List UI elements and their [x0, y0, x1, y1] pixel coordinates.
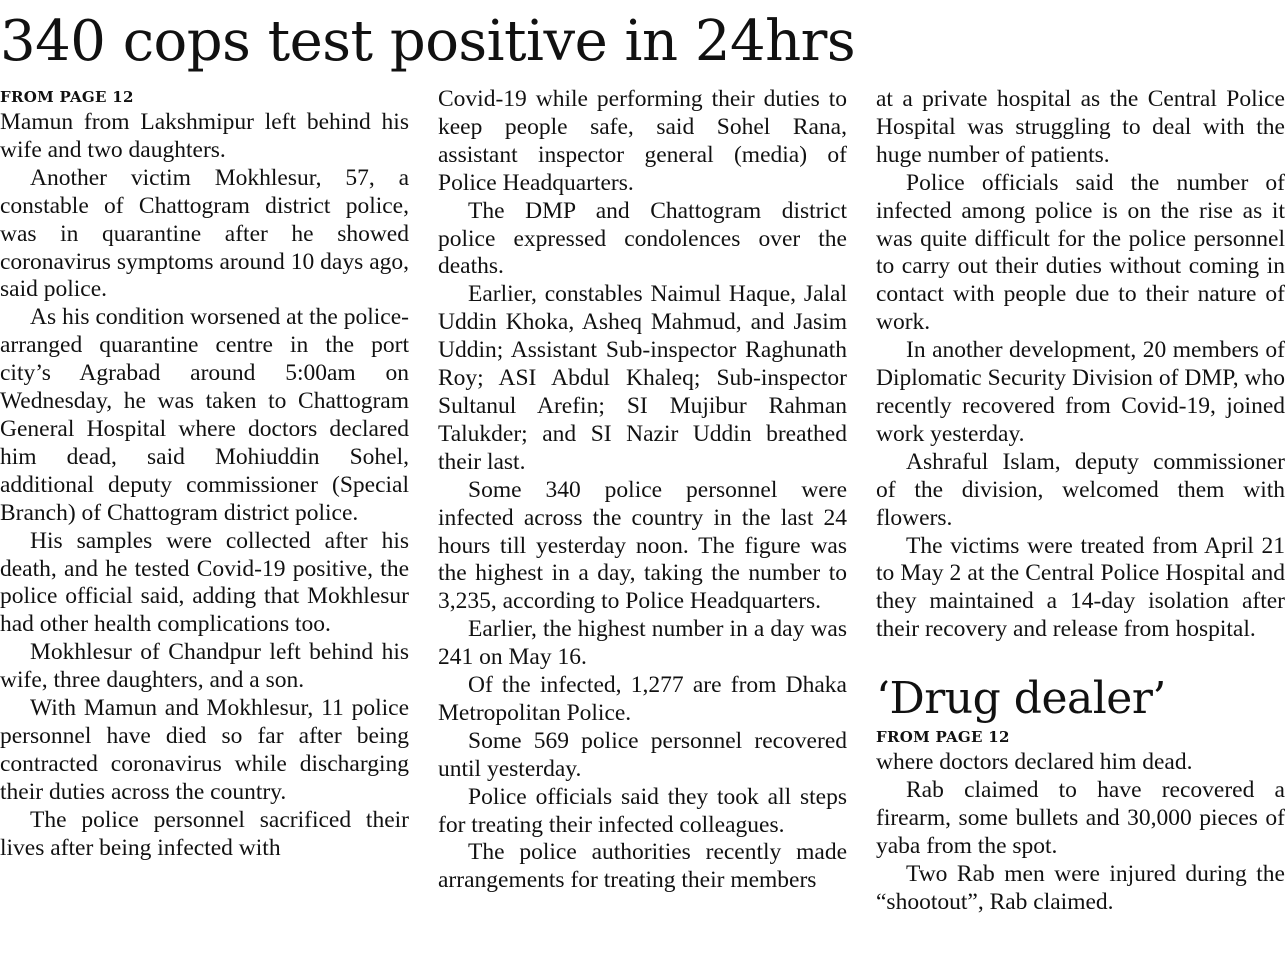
paragraph: Earlier, constables Naimul Haque, Jalal Uddin Khoka, Asheq Mahmud, and Jasim Uddin; Assistant Sub-inspector Raghunath Roy; ASI Abdul Khaleq; Sub-inspector Sultanul Arefin; SI Mujibur Rahman Talukder; and SI Nazir Uddin breathed their last.	[438, 281, 847, 475]
paragraph: Police officials said the number of infected among police is on the rise as it was quite difficult for the police personnel to carry out their duties without coming in contact with people due to their nature of work.	[876, 169, 1285, 336]
paragraph: As his condition worsened at the police-arranged quarantine centre in the port city’s Agrabad around 5:00am on Wednesday, he was taken to Chattogram General Hospital where doctors declared him dead, said Mohiuddin Sohel, additional deputy commissioner (Special Branch) of Chattogram district police.	[0, 304, 409, 526]
paragraph: Two Rab men were injured during the “shootout”, Rab claimed.	[876, 860, 1285, 915]
headline: 340 cops test positive in 24hrs	[0, 9, 856, 74]
paragraph: With Mamun and Mokhlesur, 11 police personnel have died so far after being contracted coronavirus while discharging their duties across the country.	[0, 695, 409, 805]
paragraph: Covid-19 while performing their duties to keep people safe, said Sohel Rana, assistant inspector general (media) of Police Headquarters.	[438, 86, 847, 196]
secondary-headline: ‘Drug dealer’	[876, 673, 1166, 725]
paragraph: Rab claimed to have recovered a firearm, some bullets and 30,000 pieces of yaba from the spot.	[876, 777, 1285, 859]
paragraph: The police personnel sacrificed their lives after being infected with	[0, 806, 409, 861]
continued-from-label: FROM PAGE 12	[0, 88, 134, 106]
paragraph: where doctors declared him dead.	[876, 749, 1193, 776]
paragraph: Some 569 police personnel recovered until yesterday.	[438, 727, 847, 782]
paragraph: Mokhlesur of Chandpur left behind his wife, three daughters, and a son.	[0, 639, 409, 694]
continued-from-label: FROM PAGE 12	[876, 728, 1010, 747]
paragraph: at a private hospital as the Central Police Hospital was struggling to deal with the huge number of patients.	[876, 86, 1285, 168]
paragraph: The DMP and Chattogram district police expressed condolences over the deaths.	[438, 197, 847, 280]
paragraph: Mamun from Lakshmipur left behind his wife and two daughters.	[0, 109, 409, 163]
paragraph: Some 340 police personnel were infected across the country in the last 24 hours till yesterday noon. The figure was the highest in a day, taking the number to 3,235, according to Police Headquarters.	[438, 476, 847, 615]
article-column-3	[876, 86, 1285, 917]
paragraph: Ashraful Islam, deputy commissioner of the division, welcomed them with flowers.	[876, 448, 1285, 531]
paragraph: Another victim Mokhlesur, 57, a constable of Chattogram district police, was in quarantine after he showed coronavirus symptoms around 10 days ago, said police.	[0, 164, 409, 303]
paragraph: The victims were treated from April 21 to May 2 at the Central Police Hospital and they maintained a 14-day isolation after their recovery and release from hospital.	[876, 532, 1285, 643]
article-column-2	[438, 86, 847, 895]
paragraph: Earlier, the highest number in a day was 241 on May 16.	[438, 616, 847, 671]
paragraph: In another development, 20 members of Diplomatic Security Division of DMP, who recently recovered from Covid-19, joined work yesterday.	[876, 337, 1285, 447]
article-column-1	[0, 86, 409, 862]
paragraph: Police officials said they took all steps for treating their infected colleagues.	[438, 783, 847, 838]
paragraph: His samples were collected after his death, and he tested Covid-19 positive, the police official said, adding that Mokhlesur had other health complications too.	[0, 527, 409, 638]
paragraph: The police authorities recently made arrangements for treating their members	[438, 839, 847, 894]
paragraph: Of the infected, 1,277 are from Dhaka Metropolitan Police.	[438, 672, 847, 726]
